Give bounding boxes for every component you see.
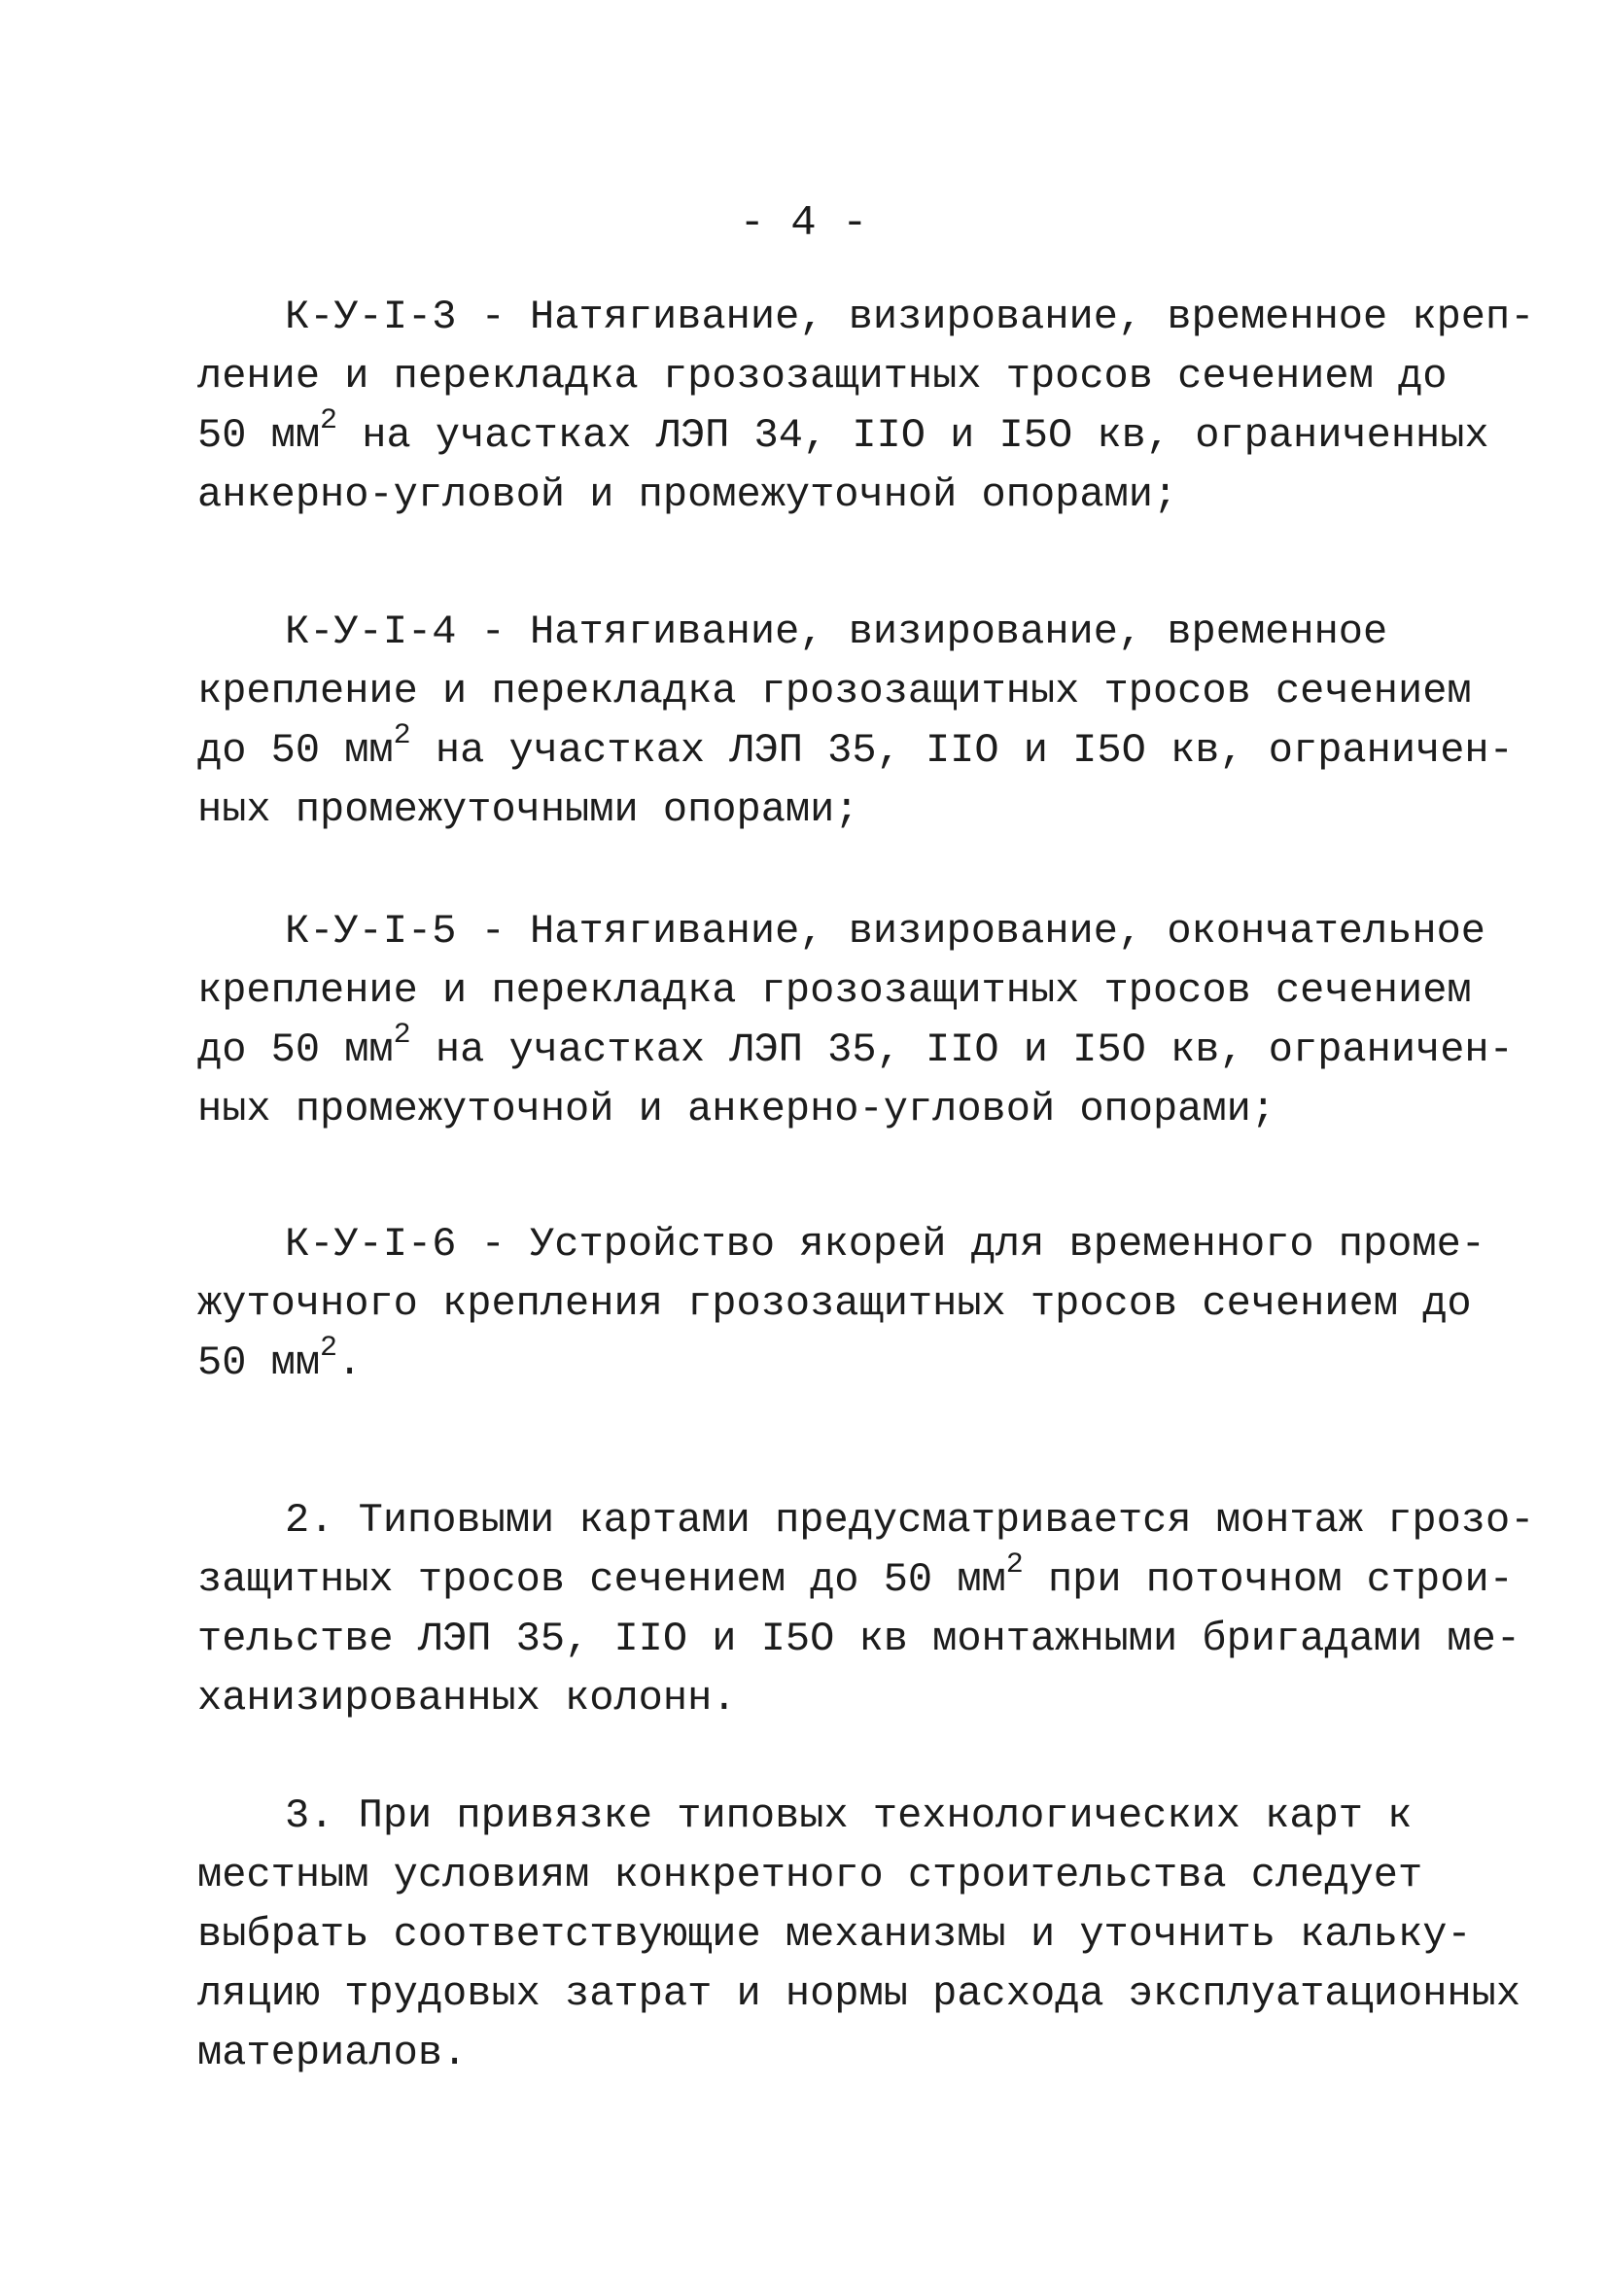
item-line: 50 $мм^2$ на участках ЛЭП 34, IIO и I5O кв, ограниченных <box>197 404 1489 459</box>
item-line: крепление и перекладка грозозащитных тросов сечением <box>197 967 1472 1014</box>
paragraph-line: местным условиям конкретного строительства следует <box>197 1852 1423 1898</box>
item-line: К-У-I-6 - Устройство якорей для временного проме- <box>285 1221 1486 1268</box>
item-line: К-У-I-3 - Натягивание, визирование, временное креп- <box>285 294 1535 340</box>
paragraph-line: выбрать соответствующие механизмы и уточнить кальку- <box>197 1911 1472 1958</box>
item-line: К-У-I-4 - Натягивание, визирование, временное <box>285 609 1388 655</box>
item-line: крепление и перекладка грозозащитных тросов сечением <box>197 668 1472 714</box>
item-k-u-i-6 <box>197 1215 1486 1393</box>
item-line: К-У-I-5 - Натягивание, визирование, окончательное <box>285 908 1486 955</box>
superscript: 2 <box>320 1332 338 1365</box>
item-line: ных промежуточной и анкерно-угловой опорами; <box>197 1086 1275 1132</box>
item-line: ление и перекладка грозозащитных тросов сечением до <box>197 353 1448 400</box>
superscript: 2 <box>1005 1548 1024 1582</box>
paragraph-3 <box>197 1787 1521 2083</box>
item-line: до 50 $мм^2$ на участках ЛЭП 35, IIO и I5O кв, ограничен- <box>197 719 1514 774</box>
superscript: 2 <box>320 404 338 437</box>
paragraph-line: материалов. <box>197 2030 468 2076</box>
paragraph-2 <box>197 1491 1535 1728</box>
item-k-u-i-4 <box>197 603 1514 840</box>
paragraph-line: 2. Типовыми картами предусматривается монтаж грозо- <box>285 1497 1535 1544</box>
item-k-u-i-5 <box>197 902 1514 1139</box>
item-line: жуточного крепления грозозащитных тросов сечением до <box>197 1280 1472 1327</box>
superscript: 2 <box>393 719 411 752</box>
paragraph-line: защитных тросов сечением до 50 $мм^2$ при поточном строи- <box>197 1548 1514 1603</box>
paragraph-line: ляцию трудовых затрат и нормы расхода эксплуатационных <box>197 1970 1521 2017</box>
item-line: до 50 $мм^2$ на участках ЛЭП 35, IIO и I5O кв, ограничен- <box>197 1019 1514 1073</box>
paragraph-line: ханизированных колонн. <box>197 1675 737 1722</box>
item-line: 50 $мм^2$. <box>197 1332 363 1386</box>
item-k-u-i-3 <box>197 288 1535 525</box>
item-line: ных промежуточными опорами; <box>197 786 859 833</box>
superscript: 2 <box>393 1019 411 1052</box>
paragraph-line: 3. При привязке типовых технологических карт к <box>285 1792 1413 1839</box>
page-number: - 4 - <box>739 199 868 248</box>
paragraph-line: тельстве ЛЭП 35, IIO и I5O кв монтажными бригадами ме- <box>197 1616 1521 1662</box>
item-line: анкерно-угловой и промежуточной опорами; <box>197 471 1178 518</box>
